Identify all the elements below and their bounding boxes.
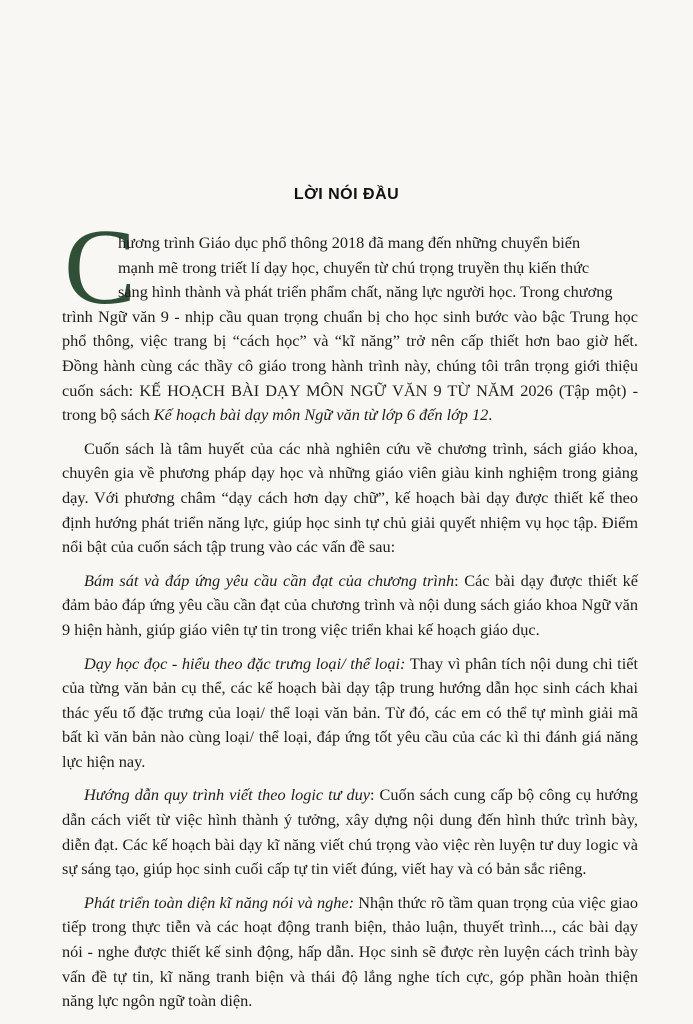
intro-paragraph-rest — [62, 305, 638, 428]
point-paragraph-3 — [62, 783, 638, 881]
point-paragraph-1 — [62, 569, 638, 643]
intro-line-3: sang hình thành và phát triển phẩm chất, năng lực người học. Trong chương — [118, 282, 613, 302]
intro-end: . — [488, 405, 493, 425]
point-paragraph-2 — [62, 652, 638, 775]
point-heading-2: Dạy học đọc - hiểu theo đặc trưng loại/ thể loại: — [84, 653, 406, 673]
point-heading-1: Bám sát và đáp ứng yêu cầu cần đạt của chương trình — [84, 570, 455, 590]
page-title: LỜI NÓI ĐẦU — [293, 186, 400, 203]
point-heading-4: Phát triển toàn diện kĩ năng nói và nghe: — [84, 892, 355, 912]
intro-line-2: mạnh mẽ trong triết lí dạy học, chuyển từ chú trọng truyền thụ kiến thức — [118, 257, 590, 277]
point-text-3: : Cuốn sách cung cấp bộ công cụ hướng dẫn cách viết từ việc hình thành ý tưởng, xây dựng nội dung đến hình thức trình bày, diễn đạt. Các kế hoạch bài dạy kĩ năng viết chú trọng vào việc rèn luyện tư duy logic và sự sáng tạo, giúp học sinh cuối cấp tự tin viết đúng, viết hay và có bản sắc riêng. — [62, 785, 638, 879]
intro-line-1: hương trình Giáo dục phổ thông 2018 đã mang đến những chuyển biến — [118, 233, 581, 252]
preface-body — [62, 231, 638, 1014]
point-paragraph-4 — [62, 891, 638, 1014]
series-title: Kế hoạch bài dạy môn Ngữ văn từ lớp 6 đến lớp 12 — [153, 405, 489, 425]
point-text-2: Thay vì phân tích nội dung chi tiết của từng văn bản cụ thể, các kế hoạch bài dạy tập trung hướng dẫn học sinh cách khai thác yếu tố đặc trưng của loại/ thể loại văn bản. Từ đó, các em có thể tự mình giải mã bất kì văn bản nào cùng loại/ thể loại, đáp ứng tốt yêu cầu của các kì thi đánh giá năng lực hiện nay. — [62, 653, 638, 771]
point-heading-3: Hướng dẫn quy trình viết theo logic tư duy — [84, 785, 371, 805]
paragraph-2: Cuốn sách là tâm huyết của các nhà nghiên cứu về chương trình, sách giáo khoa, chuyên gia về phương pháp dạy học và những giáo viên giàu kinh nghiệm trong giảng dạy. Với phương châm “dạy cách hơn dạy chữ”, kế hoạch bài dạy được thiết kế theo định hướng phát triển năng lực, giúp học sinh tự chủ giải quyết nhiệm vụ học tập. Điểm nổi bật của cuốn sách tập trung vào các vấn đề sau: — [62, 438, 638, 557]
point-text-1: : Các bài dạy được thiết kế đảm bảo đáp ứng yêu cầu cần đạt của chương trình và nội dung sách giáo khoa Ngữ văn 9 hiện hành, giúp giáo viên tự tin trong việc triển khai kế hoạch giáo dục. — [62, 570, 638, 639]
intro-text: trình Ngữ văn 9 - nhịp cầu quan trọng chuẩn bị cho học sinh bước vào bậc Trung học phổ thông, việc trang bị “cách học” và “kĩ năng” trở nên cấp thiết hơn bao giờ hết. Đồng hành cùng các thầy cô giáo trong hành trình này, chúng tôi trân trọng giới thiệu cuốn sách: KẾ HOẠCH BÀI DẠY MÔN NGỮ VĂN 9 TỪ NĂM 2026 (Tập một) - trong bộ sách — [62, 306, 638, 425]
point-text-4: Nhận thức rõ tầm quan trọng của việc giao tiếp trong thực tiễn và các hoạt động tranh biện, thảo luận, thuyết trình..., các bài dạy nói - nghe được thiết kế sinh động, hấp dẫn. Học sinh sẽ được rèn luyện cách trình bày vấn đề tự tin, kĩ năng tranh biện và thái độ lắng nghe tích cực, góp phần hoàn thiện năng lực ngôn ngữ toàn diện. — [62, 892, 638, 1011]
drop-cap-letter: C — [64, 208, 137, 327]
